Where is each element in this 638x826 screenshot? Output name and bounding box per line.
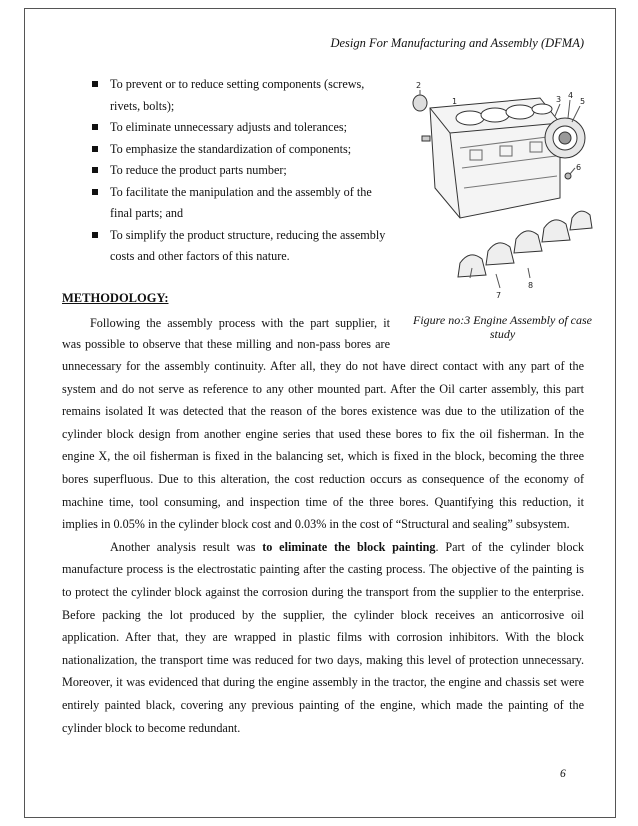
list-item: To emphasize the standardization of components; (92, 139, 392, 161)
bold-phrase: to eliminate the block painting (262, 539, 436, 554)
figure-label: 8 (528, 281, 534, 290)
square-bullet-icon (92, 167, 98, 173)
body-text (62, 355, 584, 739)
page-header: Design For Manufacturing and Assembly (DFMA) (330, 36, 584, 50)
paragraph: Another analysis result was to eliminate the block painting. Part of the cylinder block manufacture process is the electrostatic painting after the casting process. The objective of the painting is to protect the cylinder block against the corrosion during the transport from the supplier to the enterprise. Before packing the lot produced by the supplier, the cylinder block receives an anticorrosive oil application. After that, they are wrapped in plastic films with corrosion inhibitors. With the block nationalization, the transport time was reduced for two days, making this level of protection unnecessary. Moreover, it was evidenced that during the engine assembly in the tractor, the engine and chassis set were entirely painted black, covering any previous painting of the engine, which made the painting of the cylinder block to become redundant. (62, 539, 584, 735)
list-item: To facilitate the manipulation and the assembly of the final parts; and (92, 182, 392, 225)
section-heading: METHODOLOGY: (62, 291, 169, 305)
square-bullet-icon (92, 146, 98, 152)
square-bullet-icon (92, 81, 98, 87)
figure-label: 4 (568, 91, 574, 100)
figure-label: 6 (576, 163, 582, 172)
figure-label: 7 (496, 291, 502, 300)
bullet-list (92, 74, 392, 268)
figure-label: 5 (580, 97, 586, 106)
paragraph: unnecessary for the assembly continuity. After all, they do not have direct contact with any part of the system and do not serve as reference to any other mounted part. After the Oil carter assembly, this part remains isolated It was detected that the reason of the bores existence was due to the utilization of the cylinder block design from another engine series that used these bores to fix the oil fisherman. In the engine X, the oil fisherman is fixed in the balancing set, which is fixed in the block, becoming the three bores superfluous. Due to this alteration, the cost reduction occurs as consequence of the economy of machine time, tool consuming, and inspection time of the three bores. Quantifying this reduction, it implies in 0.05% in the cylinder block cost and 0.03% in the cost of “Structural and sealing” subsystem. (62, 359, 584, 532)
list-item: To prevent or to reduce setting components (screws, rivets, bolts); (92, 74, 392, 117)
figure-label: 1 (452, 97, 458, 106)
figure-label: 3 (556, 95, 562, 104)
paragraph-line: was possible to observe that these milling and non-pass bores are (62, 337, 390, 351)
figure-label: 2 (416, 81, 422, 90)
figure-caption: Figure no:3 Engine Assembly of case study (413, 313, 592, 341)
page-number: 6 (560, 768, 566, 780)
list-item: To reduce the product parts number; (92, 160, 392, 182)
list-item: To eliminate unnecessary adjusts and tolerances; (92, 117, 392, 139)
square-bullet-icon (92, 232, 98, 238)
square-bullet-icon (92, 189, 98, 195)
list-item: To simplify the product structure, reducing the assembly costs and other factors of this nature. (92, 225, 392, 268)
paragraph-line: Following the assembly process with the part supplier, it (90, 316, 390, 330)
engine-block-illustration (400, 78, 596, 306)
square-bullet-icon (92, 124, 98, 130)
